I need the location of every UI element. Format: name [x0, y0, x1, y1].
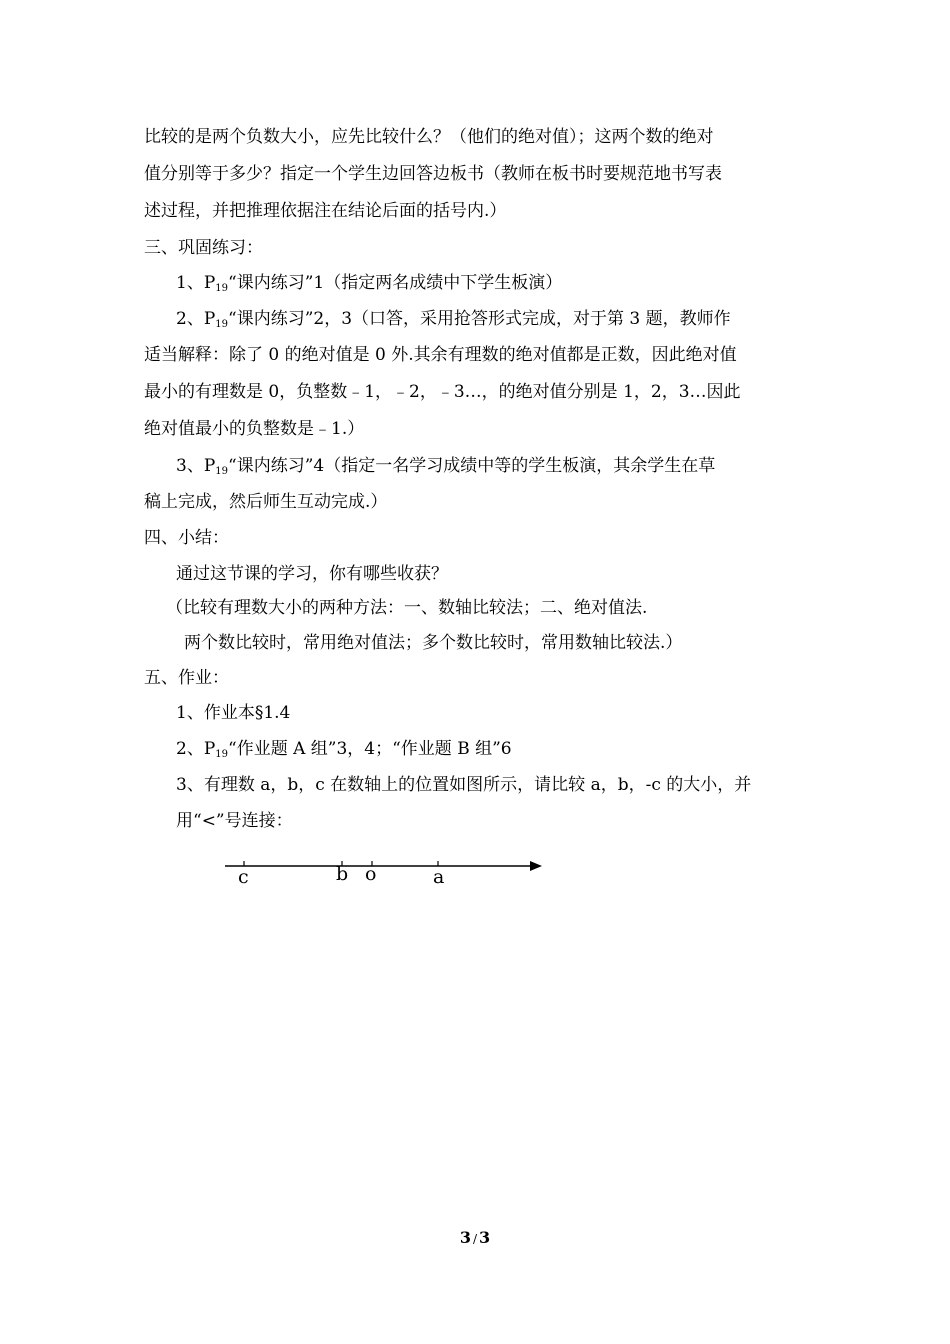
page-subscript: 19 [215, 749, 228, 760]
paragraph-line: 述过程，并把推理依据注在结论后面的括号内.） [144, 201, 507, 221]
paragraph-line: 最小的有理数是 0，负整数﹣1，﹣2，﹣3…，的绝对值分别是 1，2，3…因此 [144, 382, 741, 402]
exercise-1-prefix: 1、P [176, 273, 216, 293]
number-line-figure [220, 850, 550, 890]
paragraph-line: 比较的是两个负数大小，应先比较什么？（他们的绝对值）；这两个数的绝对 [144, 127, 714, 147]
number-line-svg [220, 850, 550, 890]
page-number [0, 1228, 950, 1247]
section-heading-summary: 四、小结： [144, 528, 229, 548]
exercise-1-text: “课内练习”1（指定两名成绩中下学生板演） [228, 273, 563, 293]
exercise-3-text: “课内练习”4（指定一名学习成绩中等的学生板演，其余学生在草 [228, 456, 716, 476]
paragraph-line: 稿上完成，然后师生互动完成.） [144, 492, 388, 512]
paragraph-line: 适当解释：除了 0 的绝对值是 0 外.其余有理数的绝对值都是正数，因此绝对值 [144, 345, 737, 365]
homework-2 [176, 738, 846, 766]
page-subscript: 19 [215, 466, 228, 477]
paragraph-line: 绝对值最小的负整数是﹣1.） [144, 419, 365, 439]
homework-2-prefix: 2、P [176, 739, 216, 759]
exercise-3-prefix: 3、P [176, 456, 216, 476]
exercise-3 [176, 455, 846, 483]
label-o: o [365, 863, 377, 885]
page-subscript: 19 [215, 319, 228, 330]
label-c: c [238, 866, 249, 888]
exercise-1 [176, 272, 846, 300]
paragraph-line: 值分别等于多少？指定一个学生边回答边板书（教师在板书时要规范地书写表 [144, 164, 722, 184]
arrow-right-icon [530, 861, 542, 871]
section-heading-practice: 三、巩固练习： [144, 238, 263, 258]
page-current: 3 [459, 1228, 471, 1247]
page-separator: / [472, 1232, 478, 1246]
section-heading-homework: 五、作业： [144, 668, 229, 688]
summary-answer-1: （比较有理数大小的两种方法：一、数轴比较法；二、绝对值法. [166, 598, 648, 618]
summary-answer-2: 两个数比较时，常用绝对值法；多个数比较时，常用数轴比较法.） [184, 633, 683, 653]
homework-3-line-1: 3、有理数 a，b，c 在数轴上的位置如图所示，请比较 a，b，-c 的大小，并 [176, 775, 752, 795]
page-total: 3 [479, 1228, 491, 1247]
homework-3-line-2: 用“<”号连接： [176, 811, 293, 831]
exercise-2-prefix: 2、P [176, 309, 216, 329]
homework-1: 1、作业本§1.4 [176, 703, 291, 723]
homework-2-text: “作业题 A 组”3，4；“作业题 B 组”6 [228, 739, 512, 759]
label-b: b [336, 863, 349, 885]
exercise-2-text: “课内练习”2，3（口答，采用抢答形式完成，对于第 3 题，教师作 [228, 309, 731, 329]
label-a: a [433, 866, 445, 888]
exercise-2 [176, 308, 846, 336]
summary-question: 通过这节课的学习，你有哪些收获？ [176, 564, 448, 584]
page-subscript: 19 [215, 283, 228, 294]
